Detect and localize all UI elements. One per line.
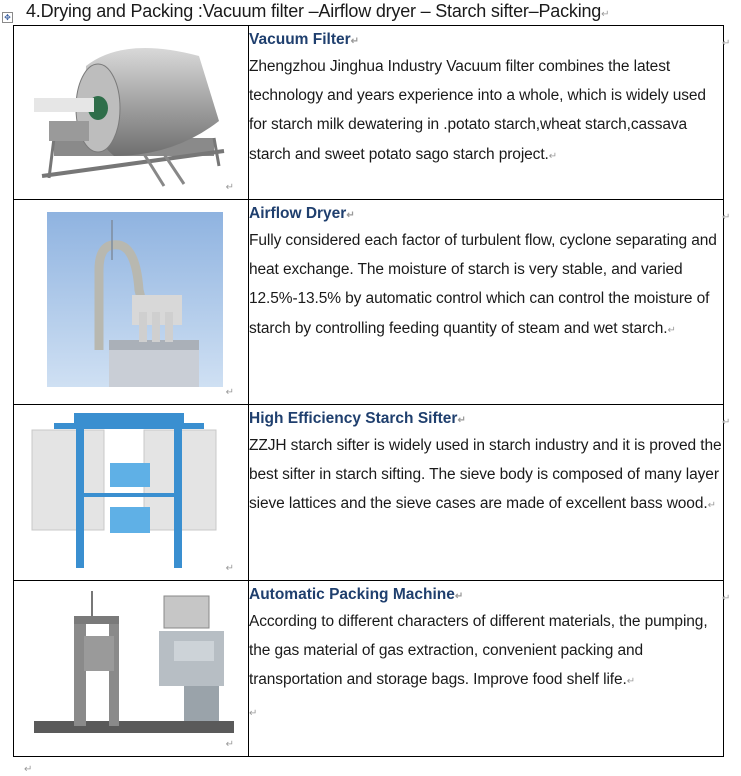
image-cell <box>14 26 249 200</box>
document-end-mark: ↵ <box>24 764 33 775</box>
image-cell <box>14 405 249 581</box>
paragraph-mark: ↵ <box>225 739 234 750</box>
product-description: Zhengzhou Jinghua Industry Vacuum filter combines the latest technology and years experience into a whole, which is widely used for starch milk dewatering in .potato starch,wheat starch,cassava starch and sweet potato sago starch project.↵ <box>249 58 706 163</box>
row-end-mark: ↵ <box>722 212 731 223</box>
packing-machine-photo <box>14 581 248 755</box>
product-title: Airflow Dryer↵ <box>249 205 355 222</box>
paragraph-mark: ↵ <box>601 9 610 20</box>
table-row <box>14 200 724 405</box>
product-table <box>13 25 724 757</box>
image-cell <box>14 581 249 757</box>
paragraph-mark: ↵ <box>225 182 234 193</box>
table-row <box>14 581 724 757</box>
table-row <box>14 26 724 200</box>
paragraph-mark: ↵ <box>225 387 234 398</box>
empty-paragraph: ↵ <box>249 707 258 719</box>
product-description: Fully considered each factor of turbulent flow, cyclone separating and heat exchange. The moisture of starch is very stable, and varied 12.5%-13.5% by automatic control which can control the moisture of starch by controlling feeding quantity of steam and wet starch.↵ <box>249 232 717 337</box>
product-title: Automatic Packing Machine↵ <box>249 586 464 603</box>
description-cell <box>249 405 724 581</box>
paragraph-mark: ↵ <box>225 563 234 574</box>
product-description: According to different characters of different materials, the pumping, the gas material of gas extraction, convenient packing and transportation and storage bags. Improve food shelf life.↵ <box>249 613 708 689</box>
table-move-handle-icon[interactable]: ✥ <box>2 12 13 23</box>
description-cell <box>249 26 724 200</box>
vacuum-filter-photo <box>14 26 248 198</box>
starch-sifter-photo <box>14 405 248 579</box>
row-end-mark: ↵ <box>722 38 731 49</box>
section-heading <box>26 1 609 22</box>
row-end-mark: ↵ <box>722 593 731 604</box>
airflow-dryer-photo <box>14 200 248 403</box>
product-description: ZZJH starch sifter is widely used in starch industry and it is proved the best sifter in starch sifting. The sieve body is composed of many layer sieve lattices and the sieve cases are made of excellent bass wood.↵ <box>249 437 722 513</box>
description-cell <box>249 200 724 405</box>
product-title: High Efficiency Starch Sifter↵ <box>249 410 466 427</box>
section-heading-text: 4.Drying and Packing :Vacuum filter –Airflow dryer – Starch sifter–Packing <box>26 1 602 21</box>
product-title: Vacuum Filter↵ <box>249 31 360 48</box>
row-end-mark: ↵ <box>722 417 731 428</box>
image-cell <box>14 200 249 405</box>
description-cell <box>249 581 724 757</box>
table-row <box>14 405 724 581</box>
